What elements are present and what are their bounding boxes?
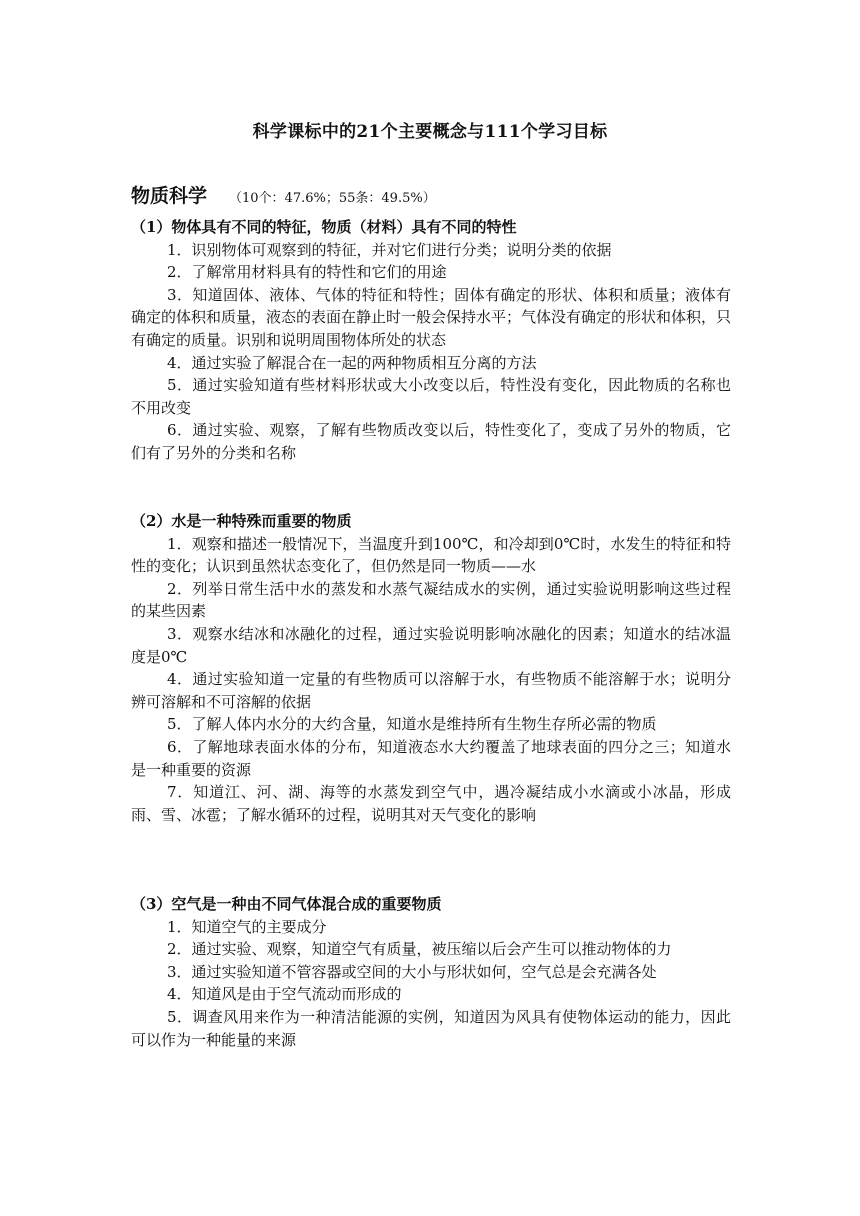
concept-section-2 xyxy=(131,510,731,826)
concept-title: （3）空气是一种由不同气体混合成的重要物质 xyxy=(131,895,442,913)
document-title: 科学课标中的21个主要概念与111个学习目标 xyxy=(252,122,608,142)
learning-goal: 3．通过实验知道不管容器或空间的大小与形状如何，空气总是会充满各处 xyxy=(167,962,657,981)
category-stats: （10个：47.6%；55条：49.5%） xyxy=(229,191,436,206)
section-heading-row xyxy=(131,181,436,208)
learning-goal: 5．调查风用来作为一种清洁能源的实例，知道因为风具有使物体运动的能力，因此可以作为一种能量的来源 xyxy=(131,1007,731,1049)
learning-goal: 1．知道空气的主要成分 xyxy=(167,917,327,936)
learning-goal: 7．知道江、河、湖、海等的水蒸发到空气中，遇冷凝结成小水滴或小冰晶，形成雨、雪、冰雹；了解水循环的过程，说明其对天气变化的影响 xyxy=(131,783,731,824)
category-heading: 物质科学 xyxy=(131,185,208,207)
learning-goal: 5．通过实验知道有些材料形状或大小改变以后，特性没有变化，因此物质的名称也不用改变 xyxy=(131,376,731,417)
learning-goal: 1．观察和描述一般情况下，当温度升到100℃，和冷却到0℃时，水发生的特征和特性的变化；认识到虽然状态变化了，但仍然是同一物质——水 xyxy=(131,534,731,576)
learning-goal: 2．了解常用材料具有的特性和它们的用途 xyxy=(167,263,447,282)
learning-goal: 3．知道固体、液体、气体的特征和特性；固体有确定的形状、体积和质量；液体有确定的体积和质量，液态的表面在静止时一般会保持水平；气体没有确定的形状和体积，只有确定的质量。识别和说明周围物体所处的状态 xyxy=(131,285,732,349)
concept-title: （2）水是一种特殊而重要的物质 xyxy=(131,512,352,530)
learning-goal: 1．识别物体可观察到的特征，并对它们进行分类；说明分类的依据 xyxy=(167,240,612,259)
learning-goal: 4．通过实验知道一定量的有些物质可以溶解于水，有些物质不能溶解于水；说明分辨可溶解和不可溶解的依据 xyxy=(131,670,731,711)
learning-goal: 4．知道风是由于空气流动而形成的 xyxy=(167,985,402,1004)
learning-goal: 6．通过实验、观察，了解有些物质改变以后，特性变化了，变成了另外的物质，它们有了另外的分类和名称 xyxy=(131,421,731,462)
concept-title: （1）物体具有不同的特征，物质（材料）具有不同的特性 xyxy=(131,218,517,236)
learning-goal: 2．列举日常生活中水的蒸发和水蒸气凝结成水的实例，通过实验说明影响这些过程的某些因素 xyxy=(131,579,731,621)
learning-goal: 2．通过实验、观察，知道空气有质量，被压缩以后会产生可以推动物体的力 xyxy=(167,940,672,959)
concept-section-3 xyxy=(131,893,731,1051)
learning-goal: 4．通过实验了解混合在一起的两种物质相互分离的方法 xyxy=(167,353,537,372)
learning-goal: 6．了解地球表面水体的分布，知道液态水大约覆盖了地球表面的四分之三；知道水是一种重要的资源 xyxy=(131,737,731,779)
learning-goal: 5．了解人体内水分的大约含量，知道水是维持所有生物生存所必需的物质 xyxy=(167,715,657,734)
learning-goal: 3．观察水结冰和冰融化的过程，通过实验说明影响冰融化的因素；知道水的结冰温度是0℃ xyxy=(131,624,731,666)
concept-section-1 xyxy=(131,216,731,465)
